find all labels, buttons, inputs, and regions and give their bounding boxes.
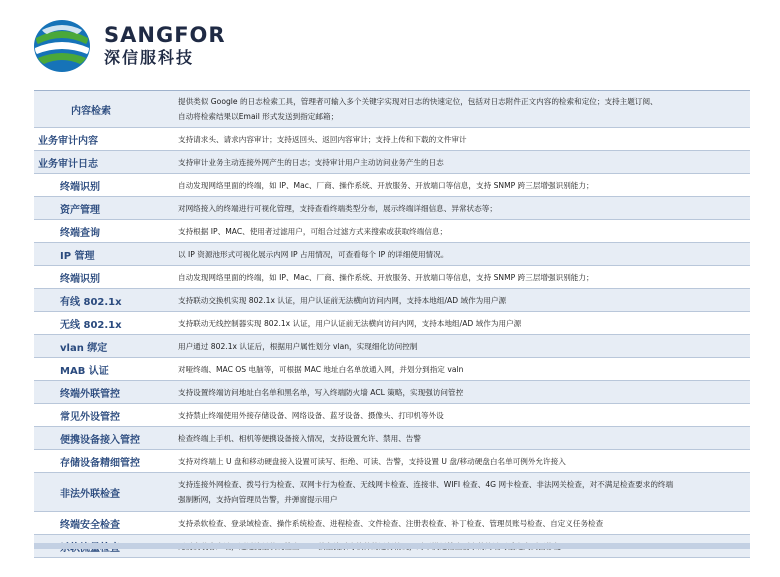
table-row — [34, 197, 750, 220]
table-row — [34, 450, 750, 473]
feature-description: 对网络接入的终端进行可视化管理，支持查看终端类型分布，展示终端详细信息、异常状态等； — [178, 203, 497, 213]
feature-name: 常见外设管控 — [60, 411, 120, 423]
feature-name: 终端识别 — [60, 181, 100, 193]
feature-description: 用户通过 802.1x 认证后，根据用户属性划分 vlan，实现细化访问控制 — [178, 341, 418, 351]
table-row — [34, 381, 750, 404]
feature-name: 便携设备接入管控 — [60, 434, 140, 446]
table-row — [34, 289, 750, 312]
table-row — [34, 243, 750, 266]
feature-description: 支持设置终端访问地址白名单和黑名单，写入终端防火墙 ACL 策略，实现强访问管控 — [178, 387, 464, 397]
feature-name: 资产管理 — [60, 204, 100, 216]
feature-name: 业务审计内容 — [38, 135, 98, 147]
table-row — [34, 220, 750, 243]
feature-table — [34, 90, 750, 558]
feature-name: 终端安全检查 — [60, 519, 120, 531]
feature-name: 存储设备精细管控 — [60, 457, 140, 469]
table-row — [34, 128, 750, 151]
feature-description: 自动发现网络里面的终端，如 IP、Mac、厂商、操作系统、开放服务、开放端口等信息，支持 SNMP 跨三层增强识别能力； — [178, 272, 594, 282]
feature-name: IP 管理 — [60, 250, 95, 262]
feature-description: 支持审计业务主动连接外网产生的日志；支持审计用户主动访问业务产生的日志 — [178, 157, 444, 167]
feature-name: 终端查询 — [60, 227, 100, 239]
feature-description: 支持根据 IP、MAC、使用者过滤用户，可组合过滤方式来搜索或获取终端信息； — [178, 226, 448, 236]
feature-name: vlan 绑定 — [60, 342, 108, 354]
feature-description: 对哑终端、MAC OS 电脑等，可根据 MAC 地址白名单放通入网，并划分到指定 valn — [178, 364, 464, 374]
table-row — [34, 91, 750, 128]
table-row — [34, 512, 750, 535]
feature-name: 非法外联检查 — [60, 488, 120, 500]
feature-description: 提供类似 Google 的日志检索工具，管理者可输入多个关键字实现对日志的快速定位，包括对日志附件正文内容的检索和定位；支持主题订阅、 自动将检索结果以Email 形式发送到指定邮箱； — [178, 97, 658, 121]
feature-name: 无线 802.1x — [60, 319, 122, 331]
feature-description: 支持联动无线控制器实现 802.1x 认证，用户认证前无法横向访问内网，支持本地组/AD 域作为用户源 — [178, 318, 522, 328]
sangfor-globe-icon — [30, 18, 94, 74]
sangfor-logo — [30, 18, 226, 74]
feature-description: 支持对终端上 U 盘和移动硬盘接入设置可读写、拒绝、可读、告警，支持设置 U 盘/移动硬盘白名单可例外允许接入 — [178, 456, 566, 466]
feature-name: 终端外联管控 — [60, 388, 120, 400]
table-row — [34, 151, 750, 174]
table-footer-bar — [34, 543, 750, 549]
feature-description: 支持禁止终端使用外接存储设备、网络设备、蓝牙设备、摄像头、打印机等外设 — [178, 410, 444, 420]
feature-description: 自动发现网络里面的终端，如 IP、Mac、厂商、操作系统、开放服务、开放端口等信息，支持 SNMP 跨三层增强识别能力； — [178, 180, 594, 190]
feature-description: 支持连接外网检查、拨号行为检查、双网卡行为检查、无线网卡检查、连接非、WIFI 检查、4G 网卡检查、非法网关检查，对不满足检查要求的终端 强制断网，支持向管理员告警，并弹窗提示用户 — [178, 480, 674, 504]
feature-description: 支持请求头、请求内容审计；支持返回头、返回内容审计；支持上传和下载的文件审计 — [178, 134, 467, 144]
feature-name: 终端识别 — [60, 273, 100, 285]
feature-description: 检查终端上手机、相机等便携设备接入情况，支持设置允许、禁用、告警 — [178, 433, 421, 443]
table-row — [34, 266, 750, 289]
feature-name: 业务审计日志 — [38, 158, 98, 170]
table-row — [34, 473, 750, 512]
feature-description: 以 IP 资源池形式可视化展示内网 IP 占用情况，可查看每个 IP 的详细使用情况。 — [178, 249, 449, 259]
table-row — [34, 335, 750, 358]
table-row — [34, 358, 750, 381]
brand-name-en: SANGFOR — [104, 23, 226, 47]
brand-name-cn: 深信服科技 — [104, 48, 195, 67]
table-row — [34, 174, 750, 197]
feature-description: 支持联动交换机实现 802.1x 认证，用户认证前无法横向访问内网，支持本地组/AD 域作为用户源 — [178, 295, 507, 305]
table-row — [34, 404, 750, 427]
feature-name: 内容检索 — [71, 105, 111, 117]
feature-description: 支持杀软检查、登录域检查、操作系统检查、进程检查、文件检查、注册表检查、补丁检查、管理员账号检查、自定义任务检查 — [178, 518, 604, 528]
table-row — [34, 427, 750, 450]
table-row — [34, 312, 750, 335]
feature-name: 有线 802.1x — [60, 296, 122, 308]
feature-name: MAB 认证 — [60, 365, 109, 377]
